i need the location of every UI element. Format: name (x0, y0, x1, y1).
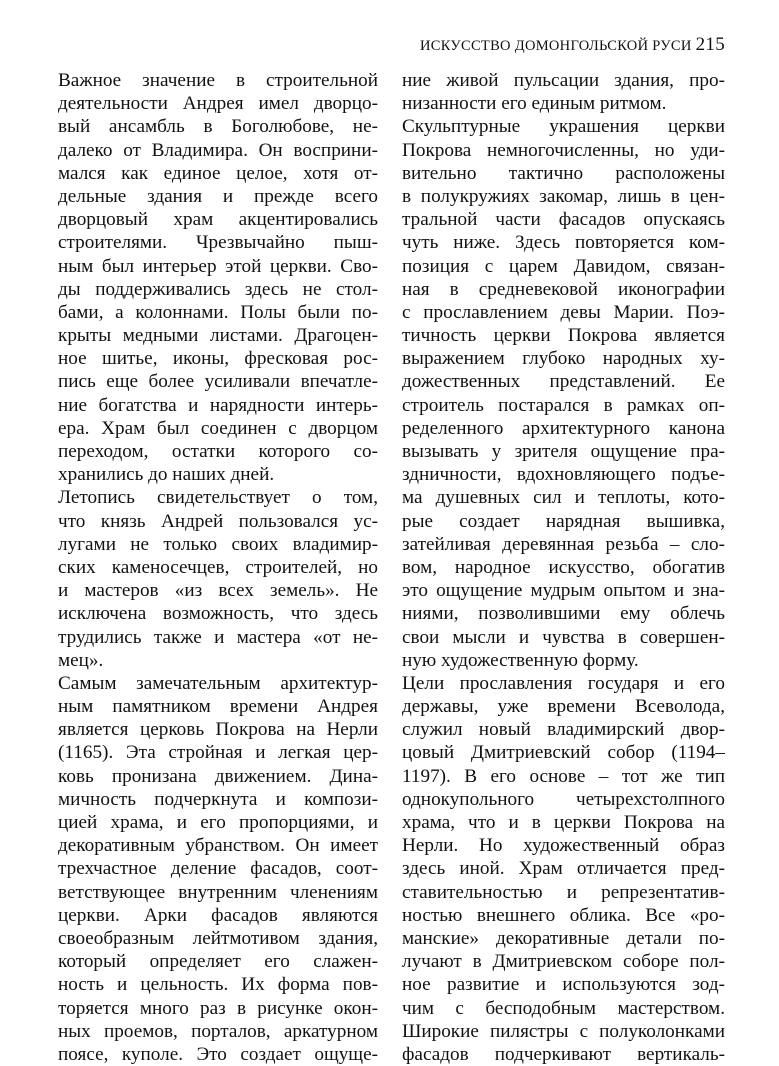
text-line: ды поддерживались здесь не стол- (58, 278, 378, 300)
text-line: ную художественную форму. (402, 649, 639, 671)
page-number: 215 (695, 34, 725, 55)
text-line: манские» декоративные детали по- (402, 927, 725, 949)
text-line: вом, народное искусство, обогатив (402, 556, 725, 578)
text-line: мец». (58, 649, 104, 671)
text-line: Самым замечательным архитектур- (58, 672, 378, 694)
text-line: цией храма, и его пропорциями, и (58, 812, 378, 833)
text-line: Широкие пилястры с полуколонками (402, 1020, 725, 1042)
text-line: мался как единое целое, хотя от- (58, 162, 378, 184)
text-line: ределенного архитектурного канона (402, 417, 725, 439)
text-line: ное развитие и используются зод- (402, 974, 725, 996)
text-line: лугами не только своих владимир- (58, 533, 378, 555)
text-line: переходом, остатки которого со- (58, 441, 378, 462)
text-line: ние живой пульсации здания, про- (402, 70, 725, 91)
text-line: дожественных представлений. Ее (402, 371, 725, 393)
text-line: лучают в Дмитриевском соборе пол- (402, 951, 725, 973)
text-line: поясе, куполе. Это создает ощуще- (58, 1043, 378, 1065)
text-line: ность и цельность. Их форма пов- (58, 974, 378, 996)
text-line: однокупольного четырехстолпного (402, 788, 725, 810)
text-line: здничности, вдохновляющего подъе- (402, 464, 725, 486)
text-line: торяется много раз в рисунке окон- (58, 997, 378, 1019)
text-line: декоративным убранством. Он имеет (58, 835, 378, 857)
text-line: мичность подчеркнута и компози- (58, 788, 378, 810)
text-line: это ощущение мудрым опытом и зна- (402, 580, 725, 602)
text-line: свои мысли и чувства в совершен- (402, 626, 725, 648)
text-line: низанности его единым ритмом. (402, 93, 667, 115)
text-line: здесь иной. Храм отличается пред- (402, 858, 725, 880)
text-line: дельные здания и прежде всего (58, 185, 378, 207)
text-line: является церковь Покрова на Нерли (58, 719, 378, 741)
text-line: с прославлением девы Марии. Поэ- (402, 301, 725, 323)
text-line: тральной части фасадов опускаясь (402, 209, 725, 231)
text-line: затейливая деревянная резьба – сло- (402, 533, 725, 555)
text-line: ских каменосечцев, строителей, но (58, 556, 378, 578)
text-line: служил новый владимирский двор- (402, 719, 725, 741)
text-line: пись еще более усиливали впечатле- (58, 371, 378, 393)
text-line: 1197). В его основе – тот же тип (402, 765, 725, 787)
text-line: хранились до наших дней. (58, 464, 275, 486)
text-line: строителями. Чрезвычайно пыш- (58, 232, 378, 254)
text-line: в полукружиях закомар, лишь в цен- (402, 185, 725, 207)
text-line: ным был интерьер этой церкви. Сво- (58, 255, 378, 277)
text-line: который определяет его слажен- (58, 951, 378, 973)
text-line: ная в средневековой иконографии (402, 278, 725, 300)
text-line: вительно тактично расположены (402, 162, 725, 184)
text-line: ера. Храм был соединен с дворцом (58, 417, 378, 439)
text-line: ковь пронизана движением. Дина- (58, 765, 378, 787)
text-line: державы, уже времени Всеволода, (402, 696, 725, 718)
text-line: Летопись свидетельствует о том, (58, 487, 378, 509)
text-line: Важное значение в строительной (58, 70, 378, 91)
text-line: трудились также и мастера «от не- (58, 626, 378, 648)
text-line: далеко от Владимира. Он восприни- (58, 139, 378, 161)
text-line: Цели прославления государя и его (402, 672, 725, 694)
text-line: вый ансамбль в Боголюбове, не- (58, 116, 378, 138)
text-line: и мастеров «из всех земель». Не (58, 580, 378, 602)
text-line: Нерли. Но художественный образ (402, 835, 725, 857)
text-line: чуть ниже. Здесь повторяется ком- (402, 232, 725, 254)
text-column-left (58, 69, 378, 1066)
text-line: ниями, позволившими ему облечь (402, 603, 725, 625)
text-line: строитель постарался в рамках оп- (402, 394, 725, 416)
text-line: (1165). Эта стройная и легкая цер- (58, 742, 378, 764)
text-line: вызывать у зрителя ощущение пра- (402, 441, 725, 462)
text-line: чим с бесподобным мастерством. (402, 997, 725, 1019)
text-line: деятельности Андрея имел дворцо- (58, 93, 378, 115)
text-line: ставительностью и репрезентатив- (402, 881, 725, 903)
text-line: тичность церкви Покрова является (402, 325, 725, 347)
text-line: ных проемов, порталов, аркатурном (58, 1020, 378, 1042)
text-line: Покрова немногочисленны, но уди- (402, 139, 725, 161)
text-line: цовый Дмитриевский собор (1194– (402, 742, 725, 764)
text-line: ние богатства и нарядности интерь- (58, 394, 378, 416)
text-line: ма душевных сил и теплоты, кото- (402, 487, 725, 509)
text-line: бами, а колоннами. Полы были по- (58, 301, 378, 323)
text-line: храма, что и в церкви Покрова на (402, 812, 725, 833)
text-line: Скульптурные украшения церкви (402, 116, 725, 138)
text-line: выражением глубоко народных ху- (402, 348, 725, 370)
text-line: исключена возможность, что здесь (58, 603, 378, 625)
text-line: трехчастное деление фасадов, соот- (58, 858, 378, 880)
text-line: церкви. Арки фасадов являются (58, 904, 378, 926)
text-column-right (402, 69, 725, 1066)
text-line: крыты медными листами. Драгоцен- (58, 325, 378, 347)
text-line: позиция с царем Давидом, связан- (402, 255, 725, 277)
text-line: рые создает нарядная вышивка, (402, 510, 725, 532)
text-line: дворцовый храм акцентировались (58, 209, 378, 231)
text-line: ное шитье, иконы, фресковая рос- (58, 348, 378, 370)
running-header (420, 34, 725, 56)
running-title: ИСКУССТВО ДОМОНГОЛЬСКОЙ РУСИ (420, 38, 692, 54)
text-line: фасадов подчеркивают вертикаль- (402, 1043, 725, 1065)
text-line: ным памятником времени Андрея (58, 696, 378, 718)
text-line: ностью внешнего облика. Все «ро- (402, 904, 725, 926)
text-line: своеобразным лейтмотивом здания, (58, 927, 378, 949)
text-line: ветствующее внутренним членениям (58, 881, 378, 903)
text-line: что князь Андрей пользовался ус- (58, 510, 378, 532)
